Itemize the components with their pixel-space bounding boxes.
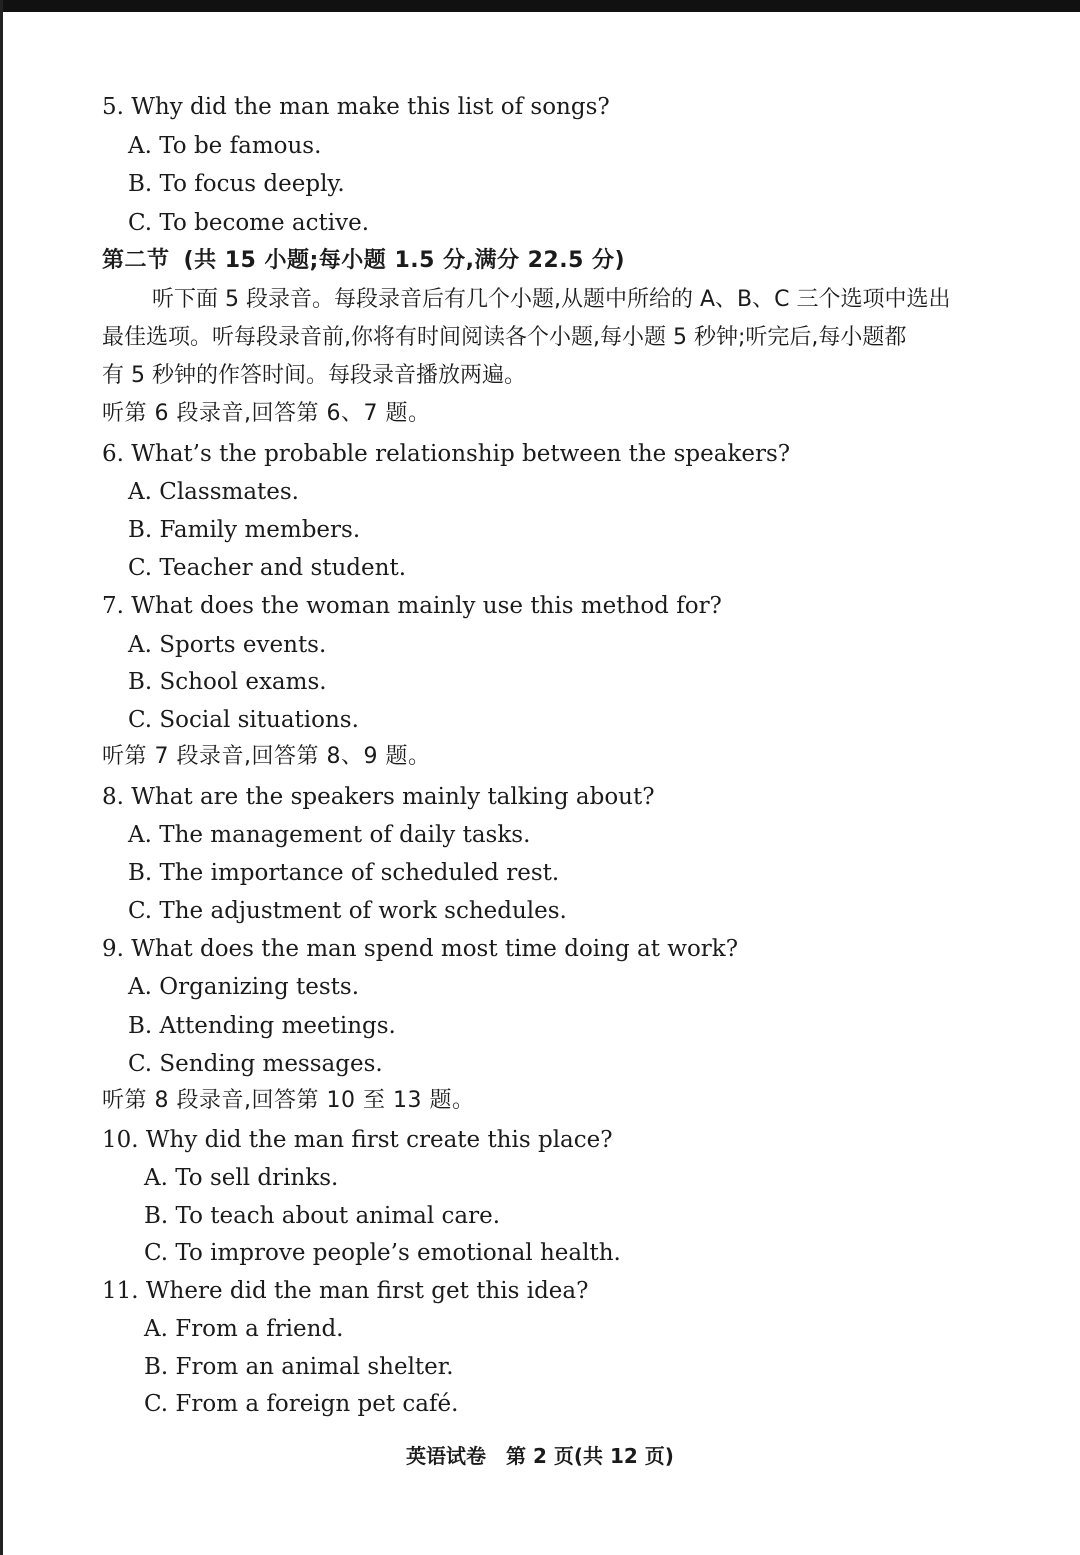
question-11-stem: 11. Where did the man first get this idea? [102, 1278, 589, 1304]
question-7-option-b: B. School exams. [128, 669, 327, 695]
question-6-option-b: B. Family members. [128, 517, 361, 543]
section-2-heading [102, 242, 625, 280]
question-9-option-c: C. Sending messages. [128, 1051, 383, 1077]
segment-7-heading: 听第 7 段录音,回答第 8、9 题。 [102, 744, 431, 769]
section-2-title: 第二节 [102, 248, 170, 273]
footer-subject: 英语试卷 [406, 1444, 487, 1468]
question-6-stem: 6. What’s the probable relationship between the speakers? [102, 441, 791, 467]
segment-8-heading: 听第 8 段录音,回答第 10 至 13 题。 [102, 1088, 475, 1113]
left-border [0, 0, 3, 1555]
instructions-line-2: 最佳选项。听每段录音前,你将有时间阅读各个小题,每小题 5 秒钟;听完后,每小题都 [102, 325, 907, 350]
question-7-stem: 7. What does the woman mainly use this method for? [102, 593, 722, 619]
question-10-option-b: B. To teach about animal care. [144, 1203, 501, 1229]
question-10-stem: 10. Why did the man first create this place? [102, 1127, 613, 1153]
question-8-option-c: C. The adjustment of work schedules. [128, 898, 567, 924]
question-9-option-b: B. Attending meetings. [128, 1013, 396, 1039]
footer-page-number: 第 2 页(共 12 页) [506, 1444, 674, 1468]
question-10-option-a: A. To sell drinks. [144, 1165, 339, 1191]
section-2-subtitle: (共 15 小题;每小题 1.5 分,满分 22.5 分) [183, 248, 626, 273]
page-footer [0, 1440, 1080, 1469]
question-5-option-a: A. To be famous. [128, 133, 322, 159]
question-9-option-a: A. Organizing tests. [128, 974, 360, 1000]
question-8-option-b: B. The importance of scheduled rest. [128, 860, 560, 886]
instructions-line-3: 有 5 秒钟的作答时间。每段录音播放两遍。 [102, 363, 526, 388]
question-8-stem: 8. What are the speakers mainly talking about? [102, 784, 655, 810]
question-10-option-c: C. To improve people’s emotional health. [144, 1240, 621, 1266]
question-5-stem: 5. Why did the man make this list of songs? [102, 94, 610, 120]
question-8-option-a: A. The management of daily tasks. [128, 822, 531, 848]
top-border [0, 0, 1080, 12]
instructions-line-1: 听下面 5 段录音。每段录音后有几个小题,从题中所给的 A、B、C 三个选项中选出 [152, 287, 951, 312]
question-11-option-c: C. From a foreign pet café. [144, 1391, 459, 1417]
question-5-option-b: B. To focus deeply. [128, 171, 345, 197]
question-5-option-c: C. To become active. [128, 210, 370, 236]
question-6-option-c: C. Teacher and student. [128, 555, 407, 581]
section-2-instructions [102, 281, 1037, 395]
question-6-option-a: A. Classmates. [128, 479, 299, 505]
question-7-option-c: C. Social situations. [128, 707, 359, 733]
question-7-option-a: A. Sports events. [128, 632, 327, 658]
segment-6-heading: 听第 6 段录音,回答第 6、7 题。 [102, 401, 431, 426]
question-9-stem: 9. What does the man spend most time doing at work? [102, 936, 739, 962]
question-11-option-b: B. From an animal shelter. [144, 1354, 454, 1380]
question-11-option-a: A. From a friend. [144, 1316, 344, 1342]
